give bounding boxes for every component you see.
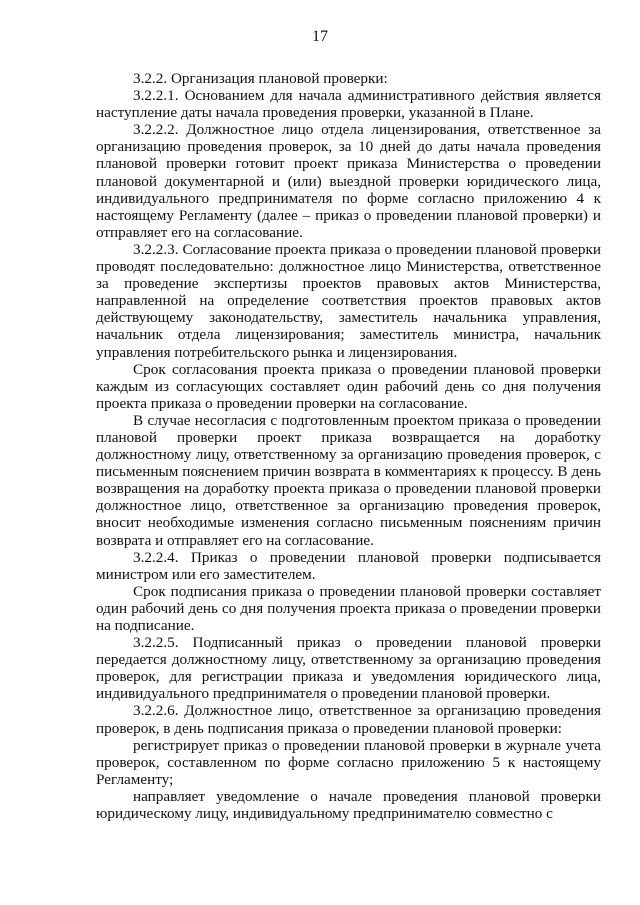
registration-paragraph: регистрирует приказ о проведении плановой проверки в журнале учета проверок, составленном по форме согласно приложению 5 к настоящему Регламенту; <box>96 736 601 788</box>
clause-3-2-2-3: 3.2.2.3. Согласование проекта приказа о проведении плановой проверки проводят последовательно: должностное лицо Министерства, ответственное за проведение экспертизы проектов правовых актов Министерства, направленной на определение соответствия проектов правовых актов действующему законодательству, заместитель начальника управления, начальник отдела лицензирования; заместитель министра, начальник управления потребительского рынка и лицензирования. <box>96 240 601 361</box>
signing-deadline-paragraph: Срок подписания приказа о проведении плановой проверки составляет один рабочий день со дня получения проекта приказа о проведении проверки на подписание. <box>96 582 601 634</box>
disagreement-paragraph: В случае несогласия с подготовленным проектом приказа о проведении плановой проверки проект приказа возвращается на доработку должностному лицу, ответственному за организацию проведения проверок, с письменным пояснением причин возврата в комментариях к процессу. В день возвращения на доработку проекта приказа о проведении плановой проверки должностное лицо, ответственное за организацию проведения проверок, вносит необходимые изменения согласно письменным пояснениям причин возврата и отправляет его на согласование. <box>96 411 601 549</box>
approval-deadline-paragraph: Срок согласования проекта приказа о проведении плановой проверки каждым из согласующих составляет один рабочий день со дня получения проекта приказа о проведении проверки на согласование. <box>96 360 601 412</box>
clause-3-2-2-4: 3.2.2.4. Приказ о проведении плановой проверки подписывается министром или его заместителем. <box>96 548 601 583</box>
clause-3-2-2-2: 3.2.2.2. Должностное лицо отдела лицензирования, ответственное за организацию проведения проверок, за 10 дней до даты начала проведения плановой проверки готовит проект приказа Министерства о проведении плановой документарной и (или) выездной проверки юридического лица, индивидуального предпринимателя по форме согласно приложению 4 к настоящему Регламенту (далее – приказ о проведении плановой проверки) и отправляет его на согласование. <box>96 121 601 241</box>
heading-3-2-2: 3.2.2. Организация плановой проверки: <box>133 70 388 87</box>
page-number: 17 <box>312 28 328 45</box>
clause-3-2-2-6: 3.2.2.6. Должностное лицо, ответственное за организацию проведения проверок, в день подписания приказа о проведении плановой проверки: <box>96 702 601 737</box>
clause-3-2-2-1: 3.2.2.1. Основанием для начала административного действия является наступление даты начала проведения проверки, указанной в Плане. <box>96 87 601 122</box>
notification-paragraph: направляет уведомление о начале проведения плановой проверки юридическому лицу, индивидуальному предпринимателю совместно с <box>96 787 601 823</box>
clause-3-2-2-5: 3.2.2.5. Подписанный приказ о проведении плановой проверки передается должностному лицу, ответственному за организацию проведения проверок, для регистрации приказа и уведомления юридического лица, индивидуального предпринимателя о проведении плановой проверки. <box>96 634 601 703</box>
document-body <box>96 70 601 822</box>
